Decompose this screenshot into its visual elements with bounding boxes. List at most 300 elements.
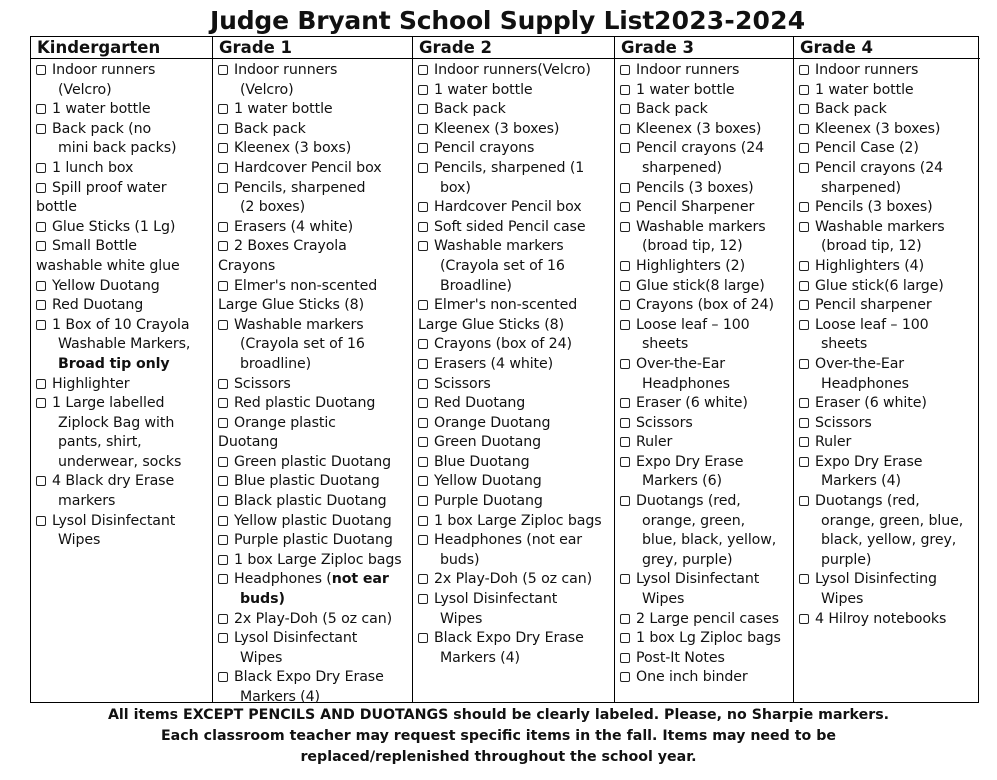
supply-item bbox=[218, 316, 408, 375]
checkbox-icon[interactable] bbox=[218, 65, 228, 75]
supply-item-text: Red Duotang bbox=[434, 395, 526, 412]
checkbox-icon[interactable] bbox=[218, 614, 228, 624]
supply-item-text: Large Glue Sticks (8) bbox=[418, 316, 565, 333]
supply-item-text: box) bbox=[440, 179, 471, 196]
supply-item-text: Wipes bbox=[240, 649, 283, 666]
checkbox-icon[interactable] bbox=[36, 300, 46, 310]
supply-item bbox=[620, 257, 789, 277]
supply-item bbox=[218, 531, 408, 551]
supply-item bbox=[418, 472, 610, 492]
checkbox-icon[interactable] bbox=[36, 222, 46, 232]
checkbox-icon[interactable] bbox=[418, 104, 428, 114]
supply-item-text: Pencil crayons (24 bbox=[636, 140, 765, 157]
supply-item bbox=[620, 433, 789, 453]
supply-item bbox=[620, 61, 789, 81]
supply-item-text: Hardcover Pencil box bbox=[434, 199, 582, 216]
supply-item bbox=[418, 629, 610, 668]
supply-item bbox=[36, 120, 208, 159]
supply-item bbox=[799, 218, 976, 257]
checkbox-icon[interactable] bbox=[799, 85, 809, 95]
supply-item-text: buds) bbox=[240, 591, 285, 608]
checkbox-icon[interactable] bbox=[218, 222, 228, 232]
supply-item-text: Black Expo Dry Erase bbox=[234, 669, 384, 686]
checkbox-icon[interactable] bbox=[418, 476, 428, 486]
supply-item-text: Crayons bbox=[218, 257, 276, 274]
checkbox-icon[interactable] bbox=[418, 143, 428, 153]
supply-item bbox=[620, 120, 789, 140]
supply-item-text: 1 water bottle bbox=[234, 101, 333, 118]
supply-item bbox=[218, 277, 408, 316]
supply-item-text: Pencils (3 boxes) bbox=[636, 179, 754, 196]
supply-item-text: 1 box Large Ziploc bags bbox=[434, 512, 602, 529]
supply-item bbox=[799, 570, 976, 609]
footer-line: replaced/replenished throughout the school year. bbox=[300, 749, 697, 765]
supply-item-text: Ziplock Bag with bbox=[58, 414, 175, 431]
supply-item bbox=[620, 414, 789, 434]
supply-item-text: mini back packs) bbox=[58, 140, 177, 157]
supply-item bbox=[418, 414, 610, 434]
supply-item bbox=[218, 668, 408, 707]
supply-item bbox=[218, 394, 408, 414]
supply-item-text: Washable markers bbox=[636, 218, 766, 235]
checkbox-icon[interactable] bbox=[620, 614, 630, 624]
supply-item-text: Over-the-Ear bbox=[815, 355, 905, 372]
supply-item-text: underwear, socks bbox=[58, 453, 182, 470]
checkbox-icon[interactable] bbox=[418, 437, 428, 447]
checkbox-icon[interactable] bbox=[36, 241, 46, 251]
checkbox-icon[interactable] bbox=[799, 281, 809, 291]
supply-item-text: Markers (4) bbox=[440, 649, 520, 666]
supply-item-text: Soft sided Pencil case bbox=[434, 218, 586, 235]
supply-item bbox=[36, 61, 208, 100]
supply-item-text: Wipes bbox=[821, 591, 864, 608]
checkbox-icon[interactable] bbox=[218, 457, 228, 467]
supply-item-text: Yellow Duotang bbox=[434, 473, 542, 490]
supply-item-text: Scissors bbox=[815, 414, 872, 431]
checkbox-icon[interactable] bbox=[36, 379, 46, 389]
checkbox-icon[interactable] bbox=[418, 496, 428, 506]
checkbox-icon[interactable] bbox=[218, 516, 228, 526]
checkbox-icon[interactable] bbox=[799, 261, 809, 271]
checkbox-icon[interactable] bbox=[799, 398, 809, 408]
supply-item-text: Hardcover Pencil box bbox=[234, 159, 382, 176]
supply-item bbox=[418, 120, 610, 140]
supply-item-text: Broadline) bbox=[440, 277, 512, 294]
checkbox-icon[interactable] bbox=[418, 574, 428, 584]
checkbox-icon[interactable] bbox=[36, 104, 46, 114]
checkbox-icon[interactable] bbox=[620, 124, 630, 134]
supply-item-text: Green Duotang bbox=[434, 434, 542, 451]
supply-item-text: grey, purple) bbox=[642, 551, 733, 568]
checkbox-icon[interactable] bbox=[799, 143, 809, 153]
supply-item-text: Pencil crayons bbox=[434, 140, 535, 157]
checkbox-icon[interactable] bbox=[418, 300, 428, 310]
supply-item-text: Lysol Disinfecting bbox=[815, 571, 937, 588]
supply-item-text: orange, green, bbox=[642, 512, 746, 529]
checkbox-icon[interactable] bbox=[218, 143, 228, 153]
checkbox-icon[interactable] bbox=[620, 574, 630, 584]
checkbox-icon[interactable] bbox=[620, 633, 630, 643]
supply-item bbox=[799, 394, 976, 414]
checkbox-icon[interactable] bbox=[418, 594, 428, 604]
supply-item bbox=[418, 81, 610, 101]
supply-item bbox=[418, 100, 610, 120]
supply-item bbox=[620, 492, 789, 570]
checkbox-icon[interactable] bbox=[418, 633, 428, 643]
supply-item-text: Blue plastic Duotang bbox=[234, 473, 380, 490]
checkbox-icon[interactable] bbox=[620, 104, 630, 114]
supply-item-text: 2 Large pencil cases bbox=[636, 610, 779, 627]
checkbox-icon[interactable] bbox=[799, 359, 809, 369]
checkbox-icon[interactable] bbox=[799, 437, 809, 447]
checkbox-icon[interactable] bbox=[218, 496, 228, 506]
checkbox-icon[interactable] bbox=[218, 104, 228, 114]
checkbox-icon[interactable] bbox=[36, 124, 46, 134]
supply-item-text: Scissors bbox=[234, 375, 291, 392]
supply-item bbox=[418, 355, 610, 375]
checkbox-icon[interactable] bbox=[799, 124, 809, 134]
checkbox-icon[interactable] bbox=[620, 261, 630, 271]
checkbox-icon[interactable] bbox=[418, 339, 428, 349]
supply-item-text: 1 water bottle bbox=[52, 101, 151, 118]
checkbox-icon[interactable] bbox=[620, 85, 630, 95]
supply-item-text: (broad tip, 12) bbox=[642, 238, 743, 255]
supply-item-text: Back pack bbox=[815, 101, 887, 118]
supply-item-text: 1 box Lg Ziploc bags bbox=[636, 630, 781, 647]
supply-item bbox=[620, 179, 789, 199]
column-header: Kindergarten bbox=[31, 37, 212, 59]
supply-item-text: Pencils, sharpened bbox=[234, 179, 366, 196]
supply-item-text: Post-It Notes bbox=[636, 649, 725, 666]
supply-item-text: Back pack bbox=[636, 101, 708, 118]
checkbox-icon[interactable] bbox=[620, 418, 630, 428]
supply-item-text: blue, black, yellow, bbox=[642, 532, 777, 549]
checkbox-icon[interactable] bbox=[36, 516, 46, 526]
checkbox-icon[interactable] bbox=[418, 379, 428, 389]
supply-item-text: Green plastic Duotang bbox=[234, 453, 392, 470]
checkbox-icon[interactable] bbox=[418, 418, 428, 428]
supply-item bbox=[620, 570, 789, 609]
checkbox-icon[interactable] bbox=[218, 163, 228, 173]
supply-item-text: Spill proof water bbox=[52, 179, 167, 196]
checkbox-icon[interactable] bbox=[218, 320, 228, 330]
checkbox-icon[interactable] bbox=[218, 633, 228, 643]
checkbox-icon[interactable] bbox=[218, 398, 228, 408]
checkbox-icon[interactable] bbox=[36, 398, 46, 408]
supply-item-text: Indoor runners bbox=[636, 62, 740, 78]
supply-item bbox=[218, 61, 408, 100]
checkbox-icon[interactable] bbox=[418, 457, 428, 467]
supply-item-text: Broad tip only bbox=[58, 355, 170, 372]
supply-item-text: Eraser (6 white) bbox=[815, 395, 927, 412]
supply-item bbox=[799, 100, 976, 120]
supply-item-text: Washable markers bbox=[234, 316, 364, 333]
supply-item bbox=[36, 375, 208, 395]
supply-item bbox=[36, 277, 208, 297]
supply-item bbox=[418, 531, 610, 570]
supply-item bbox=[620, 139, 789, 178]
supply-item-text: Over-the-Ear bbox=[636, 355, 726, 372]
checkbox-icon[interactable] bbox=[799, 320, 809, 330]
supply-item-text: washable white glue bbox=[36, 257, 180, 274]
supply-item bbox=[418, 433, 610, 453]
supply-item-text: Elmer's non-scented bbox=[434, 297, 578, 314]
supply-item bbox=[799, 296, 976, 316]
supply-item bbox=[620, 100, 789, 120]
supply-item bbox=[620, 198, 789, 218]
supply-item-text: (Velcro) bbox=[240, 81, 294, 98]
supply-item bbox=[218, 472, 408, 492]
checkbox-icon[interactable] bbox=[799, 163, 809, 173]
supply-item bbox=[418, 296, 610, 335]
supply-item bbox=[620, 316, 789, 355]
supply-item bbox=[418, 590, 610, 629]
supply-item-text: Loose leaf – 100 bbox=[636, 316, 750, 333]
checkbox-icon[interactable] bbox=[218, 535, 228, 545]
supply-item-text: 4 Hilroy notebooks bbox=[815, 610, 947, 627]
checkbox-icon[interactable] bbox=[36, 65, 46, 75]
column-grade-1 bbox=[212, 37, 412, 705]
supply-item-text: Glue stick(6 large) bbox=[815, 277, 944, 294]
supply-item-text: (Velcro) bbox=[58, 81, 112, 98]
checkbox-icon[interactable] bbox=[418, 535, 428, 545]
checkbox-icon[interactable] bbox=[418, 222, 428, 232]
supply-item-text: Erasers (4 white) bbox=[234, 218, 354, 235]
supply-item bbox=[218, 492, 408, 512]
supply-item bbox=[418, 139, 610, 159]
supply-item-text: Orange Duotang bbox=[434, 414, 551, 431]
supply-item-text: Ruler bbox=[815, 434, 852, 451]
checkbox-icon[interactable] bbox=[418, 65, 428, 75]
supply-item bbox=[799, 433, 976, 453]
supply-item bbox=[418, 218, 610, 238]
checkbox-icon[interactable] bbox=[799, 418, 809, 428]
checkbox-icon[interactable] bbox=[418, 124, 428, 134]
supply-item-text: Indoor runners bbox=[52, 62, 156, 78]
supply-item bbox=[799, 120, 976, 140]
supply-item bbox=[36, 296, 208, 316]
checkbox-icon[interactable] bbox=[620, 359, 630, 369]
supply-item-text: Red plastic Duotang bbox=[234, 395, 376, 412]
supply-item-text: Indoor runners bbox=[234, 62, 338, 78]
checkbox-icon[interactable] bbox=[418, 241, 428, 251]
supply-item bbox=[799, 257, 976, 277]
supply-item bbox=[218, 551, 408, 571]
checkbox-icon[interactable] bbox=[218, 574, 228, 584]
supply-item bbox=[36, 472, 208, 511]
supply-item bbox=[620, 453, 789, 492]
supply-item bbox=[799, 355, 976, 394]
supply-item-text: Yellow Duotang bbox=[52, 277, 160, 294]
checkbox-icon[interactable] bbox=[620, 320, 630, 330]
supply-item bbox=[799, 316, 976, 355]
footer-line: All items EXCEPT PENCILS AND DUOTANGS should be clearly labeled. Please, no Sharpie markers. bbox=[107, 707, 890, 723]
supply-item bbox=[418, 394, 610, 414]
column-grade-4 bbox=[793, 37, 980, 702]
supply-item-text: 4 Black dry Erase bbox=[52, 473, 175, 490]
supply-item-text: Indoor runners(Velcro) bbox=[434, 62, 591, 78]
supply-item-text: Markers (6) bbox=[642, 473, 722, 490]
supply-item bbox=[799, 81, 976, 101]
supply-item bbox=[218, 218, 408, 238]
checkbox-icon[interactable] bbox=[218, 476, 228, 486]
checkbox-icon[interactable] bbox=[36, 281, 46, 291]
supply-item bbox=[418, 159, 610, 198]
supply-item bbox=[36, 512, 208, 551]
supply-list bbox=[615, 59, 793, 688]
checkbox-icon[interactable] bbox=[418, 163, 428, 173]
title-text: Judge Bryant School Supply List bbox=[210, 6, 655, 35]
checkbox-icon[interactable] bbox=[799, 574, 809, 584]
checkbox-icon[interactable] bbox=[218, 241, 228, 251]
supply-item bbox=[620, 277, 789, 297]
checkbox-icon[interactable] bbox=[418, 359, 428, 369]
supply-item bbox=[799, 139, 976, 159]
supply-item bbox=[218, 453, 408, 473]
supply-item bbox=[218, 610, 408, 630]
supply-item bbox=[36, 316, 208, 375]
column-header: Grade 3 bbox=[615, 37, 793, 59]
checkbox-icon[interactable] bbox=[799, 457, 809, 467]
supply-item-text: sharpened) bbox=[642, 159, 722, 176]
column-header: Grade 1 bbox=[213, 37, 412, 59]
supply-item-text: Expo Dry Erase bbox=[636, 453, 744, 470]
checkbox-icon[interactable] bbox=[620, 300, 630, 310]
supply-item bbox=[620, 649, 789, 669]
column-kindergarten bbox=[31, 37, 212, 702]
checkbox-icon[interactable] bbox=[620, 653, 630, 663]
supply-item-text: Headphones bbox=[642, 375, 730, 392]
checkbox-icon[interactable] bbox=[799, 202, 809, 212]
checkbox-icon[interactable] bbox=[418, 202, 428, 212]
supply-item-text: Back pack bbox=[434, 101, 506, 118]
supply-item-text: Markers (4) bbox=[821, 473, 901, 490]
checkbox-icon[interactable] bbox=[620, 183, 630, 193]
supply-item bbox=[36, 159, 208, 179]
supply-item-text: Pencil Case (2) bbox=[815, 140, 919, 157]
checkbox-icon[interactable] bbox=[799, 300, 809, 310]
supply-item bbox=[36, 237, 208, 276]
checkbox-icon[interactable] bbox=[799, 496, 809, 506]
supply-item bbox=[36, 100, 208, 120]
checkbox-icon[interactable] bbox=[620, 672, 630, 682]
checkbox-icon[interactable] bbox=[620, 202, 630, 212]
checkbox-icon[interactable] bbox=[620, 398, 630, 408]
supply-item-text: Pencil sharpener bbox=[815, 297, 932, 314]
checkbox-icon[interactable] bbox=[218, 124, 228, 134]
checkbox-icon[interactable] bbox=[36, 183, 46, 193]
supply-item-text: Washable markers bbox=[434, 238, 564, 255]
supply-item-text: Blue Duotang bbox=[434, 453, 530, 470]
checkbox-icon[interactable] bbox=[36, 476, 46, 486]
supply-item-text: Kleenex (3 boxes) bbox=[815, 120, 941, 137]
checkbox-icon[interactable] bbox=[218, 183, 228, 193]
column-header: Grade 4 bbox=[794, 37, 980, 59]
supply-item bbox=[418, 570, 610, 590]
supply-item bbox=[218, 570, 408, 609]
supply-item bbox=[218, 414, 408, 453]
supply-item-text: Small Bottle bbox=[52, 238, 137, 255]
supply-item-text: 1 Box of 10 Crayola bbox=[52, 316, 190, 333]
checkbox-icon[interactable] bbox=[418, 398, 428, 408]
supply-table bbox=[30, 36, 979, 703]
supply-item-text: black, yellow, grey, bbox=[821, 532, 957, 549]
supply-item bbox=[418, 453, 610, 473]
supply-item bbox=[218, 120, 408, 140]
supply-item bbox=[620, 296, 789, 316]
checkbox-icon[interactable] bbox=[620, 496, 630, 506]
supply-item-text: Duotang bbox=[218, 434, 279, 451]
supply-item-text: bottle bbox=[36, 199, 77, 216]
checkbox-icon[interactable] bbox=[620, 437, 630, 447]
checkbox-icon[interactable] bbox=[620, 65, 630, 75]
supply-item-text: Headphones (not ear bbox=[434, 532, 583, 549]
supply-list bbox=[413, 59, 614, 668]
supply-item bbox=[218, 237, 408, 276]
supply-item-text: 1 water bottle bbox=[815, 81, 914, 98]
checkbox-icon[interactable] bbox=[418, 85, 428, 95]
supply-item bbox=[620, 668, 789, 688]
checkbox-icon[interactable] bbox=[218, 418, 228, 428]
checkbox-icon[interactable] bbox=[218, 379, 228, 389]
supply-item bbox=[218, 159, 408, 179]
checkbox-icon[interactable] bbox=[418, 516, 428, 526]
checkbox-icon[interactable] bbox=[218, 281, 228, 291]
supply-item-text: purple) bbox=[821, 551, 872, 568]
column-grade-3 bbox=[614, 37, 793, 702]
checkbox-icon[interactable] bbox=[799, 104, 809, 114]
supply-item bbox=[418, 335, 610, 355]
supply-item bbox=[418, 492, 610, 512]
checkbox-icon[interactable] bbox=[36, 320, 46, 330]
checkbox-icon[interactable] bbox=[36, 163, 46, 173]
supply-item-text: sheets bbox=[821, 336, 868, 353]
checkbox-icon[interactable] bbox=[620, 222, 630, 232]
supply-item-text: Headphones bbox=[821, 375, 909, 392]
checkbox-icon[interactable] bbox=[218, 672, 228, 682]
supply-item-text: buds) bbox=[440, 551, 480, 568]
supply-item-text: Duotangs (red, bbox=[636, 493, 741, 510]
supply-item-text: Washable markers bbox=[815, 218, 945, 235]
checkbox-icon[interactable] bbox=[218, 555, 228, 565]
column-header: Grade 2 bbox=[413, 37, 614, 59]
supply-item bbox=[620, 81, 789, 101]
supply-item bbox=[620, 218, 789, 257]
supply-item-text: (2 boxes) bbox=[240, 199, 306, 216]
supply-item bbox=[418, 512, 610, 532]
supply-item bbox=[620, 629, 789, 649]
supply-item-text: Purple Duotang bbox=[434, 493, 543, 510]
checkbox-icon[interactable] bbox=[799, 614, 809, 624]
supply-item-text: 1 water bottle bbox=[636, 81, 735, 98]
supply-item-text: Erasers (4 white) bbox=[434, 355, 554, 372]
school-year: 2023-2024 bbox=[654, 6, 806, 35]
checkbox-icon[interactable] bbox=[799, 222, 809, 232]
checkbox-icon[interactable] bbox=[620, 281, 630, 291]
supply-item bbox=[799, 492, 976, 570]
supply-item-text: Purple plastic Duotang bbox=[234, 532, 393, 549]
checkbox-icon[interactable] bbox=[620, 143, 630, 153]
supply-item-text: Glue Sticks (1 Lg) bbox=[52, 218, 176, 235]
checkbox-icon[interactable] bbox=[799, 65, 809, 75]
checkbox-icon[interactable] bbox=[620, 457, 630, 467]
supply-item bbox=[36, 179, 208, 218]
supply-item-text: Headphones (not ear bbox=[234, 571, 389, 588]
supply-item-text: (broad tip, 12) bbox=[821, 238, 922, 255]
supply-item-text: Black plastic Duotang bbox=[234, 493, 387, 510]
supply-item-text: pants, shirt, bbox=[58, 434, 142, 451]
supply-item-text: Black Expo Dry Erase bbox=[434, 630, 584, 647]
